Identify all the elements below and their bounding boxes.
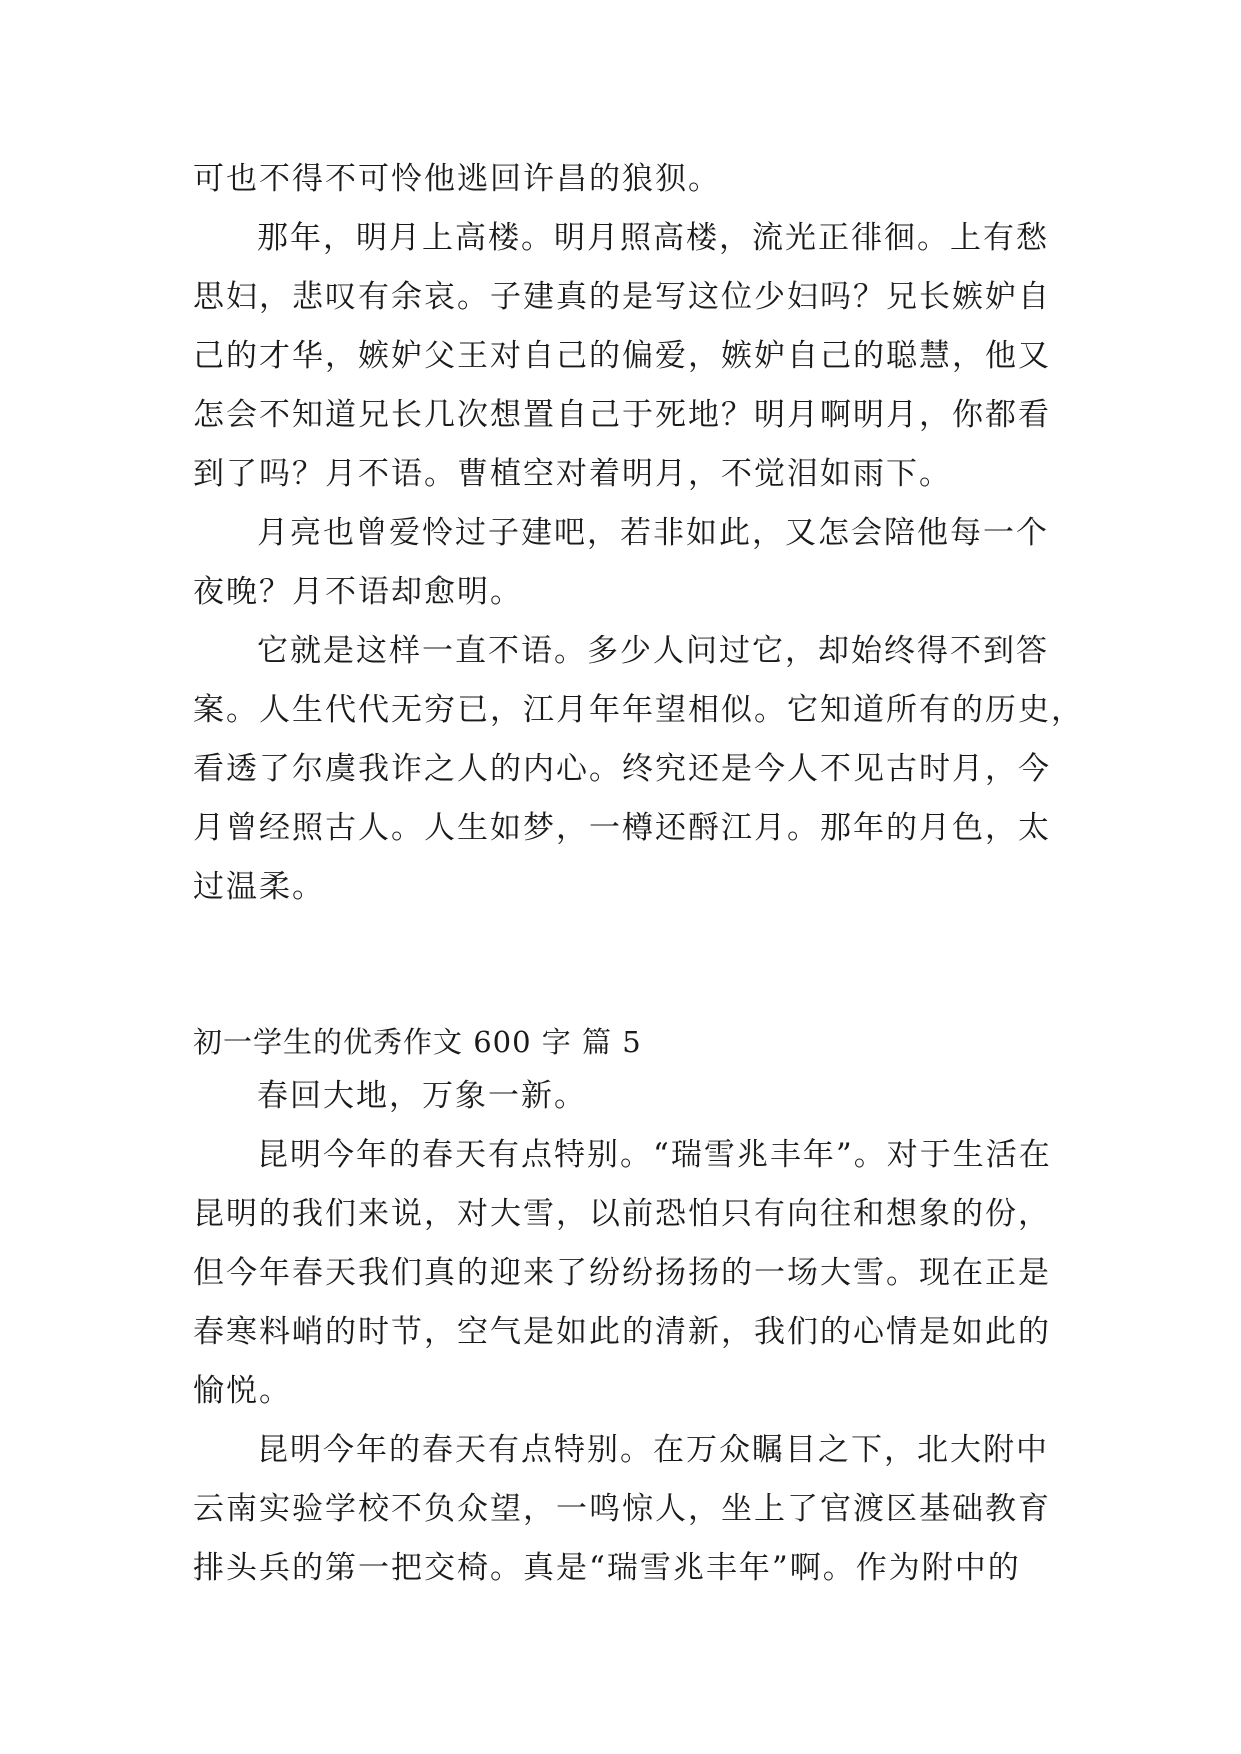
- paragraph-line: 案。人生代代无穷已，江月年年望相似。它知道所有的历史，: [193, 692, 1084, 728]
- paragraph-line: 春回大地，万象一新。: [257, 1078, 587, 1114]
- section-heading: 初一学生的优秀作文 600 字 篇 5: [193, 1025, 642, 1059]
- paragraph-line: 昆明今年的春天有点特别。“瑞雪兆丰年”。对于生活在: [257, 1137, 1052, 1173]
- paragraph-line: 看透了尔虞我诈之人的内心。终究还是今人不见古时月，今: [193, 751, 1051, 787]
- section-spacer: [193, 917, 1073, 1017]
- paragraph-line: 到了吗？月不语。曹植空对着明月，不觉泪如雨下。: [193, 456, 952, 492]
- paragraph: [193, 1421, 1073, 1598]
- paragraph: [193, 209, 1073, 504]
- paragraph: [193, 504, 1073, 622]
- paragraph-line: 过温柔。: [193, 869, 325, 905]
- paragraph-line: 可也不得不可怜他逃回许昌的狼狈。: [193, 161, 721, 197]
- paragraph: [193, 1126, 1073, 1421]
- paragraph: [193, 1067, 1073, 1126]
- document-body: [193, 150, 1084, 1598]
- paragraph-line: 愉悦。: [193, 1373, 292, 1409]
- paragraph-line: 怎会不知道兄长几次想置自己于死地？明月啊明月，你都看: [193, 397, 1051, 433]
- paragraph-line: 月亮也曾爱怜过子建吧，若非如此，又怎会陪他每一个: [257, 515, 1049, 551]
- paragraph-line: 它就是这样一直不语。多少人问过它，却始终得不到答: [257, 633, 1049, 669]
- paragraph-line: 排头兵的第一把交椅。真是“瑞雪兆丰年”啊。作为附中的: [193, 1550, 1021, 1586]
- paragraph-line: 己的才华，嫉妒父王对自己的偏爱，嫉妒自己的聪慧，他又: [193, 338, 1051, 374]
- paragraph-line: 昆明今年的春天有点特别。在万众瞩目之下，北大附中: [257, 1432, 1049, 1468]
- paragraph: [193, 622, 1084, 917]
- paragraph-line: 春寒料峭的时节，空气是如此的清新，我们的心情是如此的: [193, 1314, 1051, 1350]
- paragraph-line: 夜晚？月不语却愈明。: [193, 574, 523, 610]
- paragraph-line: 云南实验学校不负众望，一鸣惊人，坐上了官渡区基础教育: [193, 1491, 1051, 1527]
- paragraph-line: 那年，明月上高楼。明月照高楼，流光正徘徊。上有愁: [257, 220, 1049, 256]
- paragraph-line: 昆明的我们来说，对大雪，以前恐怕只有向往和想象的份，: [193, 1196, 1051, 1232]
- paragraph-line: 月曾经照古人。人生如梦，一樽还酹江月。那年的月色，太: [193, 810, 1051, 846]
- paragraph-line: 思妇，悲叹有余哀。子建真的是写这位少妇吗？兄长嫉妒自: [193, 279, 1051, 315]
- paragraph: [193, 150, 1073, 209]
- paragraph-line: 但今年春天我们真的迎来了纷纷扬扬的一场大雪。现在正是: [193, 1255, 1051, 1291]
